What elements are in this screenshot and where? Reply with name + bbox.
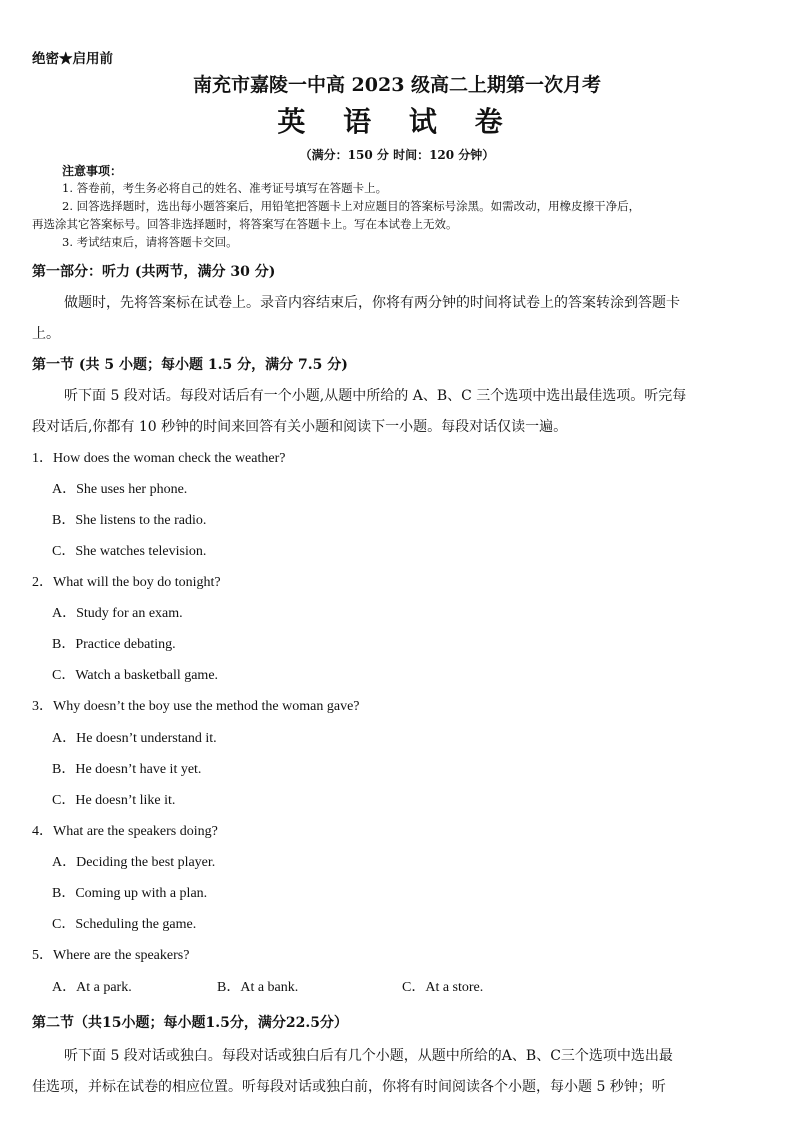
question-2-option-b: B．Practice debating. [52,637,176,652]
section2-heading: 第二节（共15小题；每小题1.5分，满分22.5分） [32,1015,348,1031]
part1-instruction-line1: 做题时，先将答案标在试卷上。录音内容结束后，你将有两分钟的时间将试卷上的答案转涂到答题卡 [64,295,680,311]
question-1-stem: 1．How does the woman check the weather? [32,451,286,466]
section2-instruction-line1: 听下面 5 段对话或独白。每段对话或独白后有几个小题，从题中所给的A、B、C三个选项中选出最 [64,1048,673,1064]
question-2-option-a: A．Study for an exam. [52,606,183,621]
question-5-option-b: B．At a bank. [217,980,299,995]
question-1-option-b: B．She listens to the radio. [52,513,207,528]
section1-heading: 第一节 (共 5 小题；每小题 1.5 分，满分 7.5 分) [32,357,348,373]
question-3-option-c: C．He doesn’t like it. [52,793,176,808]
confidential-label: 绝密★启用前 [32,51,113,67]
question-1-option-c: C．She watches television. [52,544,207,559]
question-3-option-a: A．He doesn’t understand it. [52,731,217,746]
part1-instruction-line2: 上。 [32,326,60,342]
question-5-option-a: A．At a park. [52,980,132,995]
subject-title: 英 语 试 卷 [277,105,517,138]
question-4-stem: 4．What are the speakers doing? [32,824,218,839]
notice-item-1: 1. 答卷前，考生务必将自己的姓名、准考证号填写在答题卡上。 [62,181,388,195]
question-2-stem: 2．What will the boy do tonight? [32,575,221,590]
question-4-option-c: C．Scheduling the game. [52,917,197,932]
question-4-option-a: A．Deciding the best player. [52,855,216,870]
question-4-option-b: B．Coming up with a plan. [52,886,208,901]
question-3-stem: 3．Why doesn’t the boy use the method the woman gave? [32,699,360,714]
question-2-option-c: C．Watch a basketball game. [52,668,219,683]
score-time-info: （满分：150 分 时间：120 分钟） [299,148,495,162]
notice-item-2: 2. 回答选择题时，选出每小题答案后，用铅笔把答题卡上对应题目的答案标号涂黑。如需改动，用橡皮擦干净后， [62,199,641,213]
question-5-stem: 5．Where are the speakers? [32,948,190,963]
section1-instruction-line2: 段对话后,你都有 10 秒钟的时间来回答有关小题和阅读下一小题。每段对话仅读一遍。 [32,419,568,435]
notice-item-2-cont: 再选涂其它答案标号。回答非选择题时，将答案写在答题卡上。写在本试卷上无效。 [32,217,458,231]
notice-item-3: 3. 考试结束后，请将答题卡交回。 [62,235,238,249]
question-5-option-c: C．At a store. [402,980,484,995]
part1-heading: 第一部分：听力 (共两节，满分 30 分) [32,264,276,280]
section2-instruction-line2: 佳选项，并标在试卷的相应位置。听每段对话或独白前，你将有时间阅读各个小题，每小题 5 秒钟；听 [32,1079,666,1095]
question-1-option-a: A．She uses her phone. [52,482,188,497]
notice-title: 注意事项： [62,164,123,178]
exam-title: 南充市嘉陵一中高 2023 级高二上期第一次月考 [192,74,602,96]
question-3-option-b: B．He doesn’t have it yet. [52,762,202,777]
section1-instruction-line1: 听下面 5 段对话。每段对话后有一个小题,从题中所给的 A、B、C 三个选项中选出最佳选项。听完每 [64,388,687,404]
